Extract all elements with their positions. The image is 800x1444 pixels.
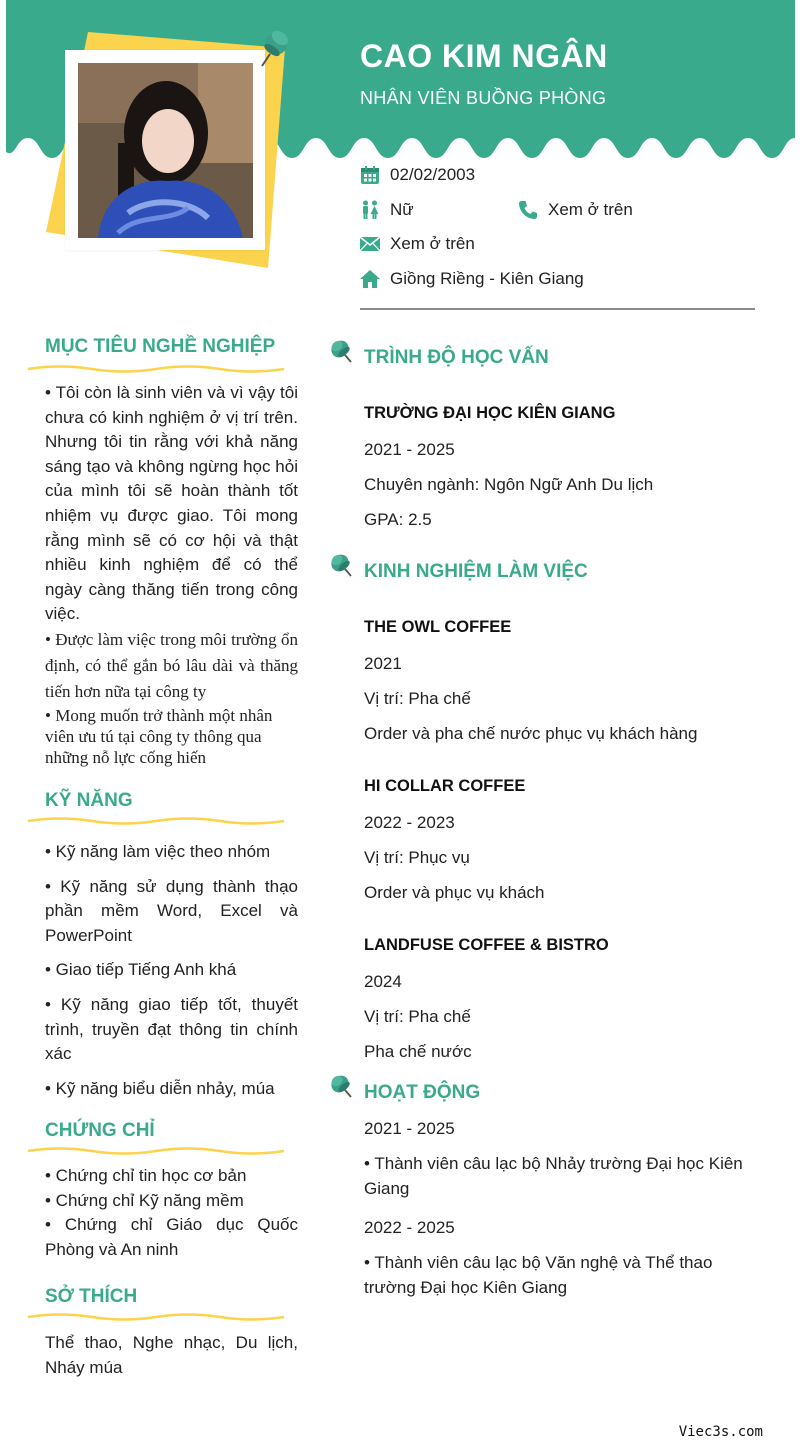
phone-value: Xem ở trên — [548, 200, 633, 219]
gender-value: Nữ — [390, 200, 414, 219]
activity-description: • Thành viên câu lạc bộ Nhảy trường Đại học Kiên Giang — [364, 1154, 743, 1198]
certificates-title: CHỨNG CHỈ — [45, 1120, 155, 1141]
pushpin-icon — [329, 1073, 357, 1101]
objective-paragraph-1: • Tôi còn là sinh viên và vì vậy tôi chưa có kinh nghiệm ở vị trí trên. Nhưng tôi tin rằng với khả năng sáng tạo và không ngừng học hỏi của mình tôi sẽ hoàn thành tốt nhiệm vụ được giao. Tôi mong rằng mình sẽ có cơ hội và thật nhiều kinh nghiệm để có thể ngày càng thăng tiến trong công việc. — [45, 383, 298, 624]
skill-item: • Kỹ năng giao tiếp tốt, thuyết trình, truyền đạt thông tin chính xác — [45, 994, 298, 1064]
skills-title: KỸ NĂNG — [45, 790, 133, 811]
activity-years: 2022 - 2025 — [364, 1218, 455, 1237]
skills-list — [45, 840, 298, 1101]
gender-row — [360, 200, 414, 220]
phone-row — [518, 200, 633, 220]
objective-title: MỤC TIÊU NGHỀ NGHIỆP — [45, 336, 276, 357]
job-position: Vị trí: Pha chế — [364, 1007, 471, 1026]
phone-icon — [518, 200, 538, 220]
address-row — [360, 269, 584, 289]
profile-photo — [78, 63, 253, 238]
objective-paragraph-3: • Mong muốn trở thành một nhân viên ưu tú tại công ty thông qua những nỗ lực cống hiến — [45, 705, 273, 767]
email-value: Xem ở trên — [390, 234, 475, 253]
job-years: 2021 — [364, 654, 402, 673]
calendar-icon — [360, 165, 380, 185]
education-gpa: GPA: 2.5 — [364, 510, 432, 529]
job-years: 2022 - 2023 — [364, 813, 455, 832]
skill-item: • Kỹ năng sử dụng thành thạo phần mềm Word, Excel và PowerPoint — [45, 876, 298, 945]
certificate-item: • Chứng chỉ tin học cơ bản — [45, 1166, 247, 1185]
certificates-underline — [28, 1146, 284, 1156]
certificates-list — [45, 1164, 298, 1262]
experience-title: KINH NGHIỆM LÀM VIỆC — [364, 561, 588, 582]
job-position: Vị trí: Phục vụ — [364, 848, 470, 867]
watermark-text: Viec3s.com — [678, 1424, 763, 1440]
pushpin-icon — [329, 338, 357, 366]
education-major: Chuyên ngành: Ngôn Ngữ Anh Du lịch — [364, 475, 654, 494]
education-years: 2021 - 2025 — [364, 440, 455, 459]
activities-title: HOẠT ĐỘNG — [364, 1082, 481, 1103]
job-company: THE OWL COFFEE — [364, 618, 512, 636]
address-value: Giồng Riềng - Kiên Giang — [390, 269, 584, 288]
candidate-name: CAO KIM NGÂN — [360, 38, 608, 74]
hobbies-title: SỞ THÍCH — [45, 1286, 138, 1307]
profile-photo-area — [0, 0, 320, 290]
education-title: TRÌNH ĐỘ HỌC VẤN — [364, 347, 549, 368]
pushpin-icon — [252, 26, 292, 72]
job-company: LANDFUSE COFFEE & BISTRO — [364, 936, 609, 954]
skills-underline — [28, 816, 284, 826]
skill-item: • Kỹ năng biểu diễn nhảy, múa — [45, 1078, 275, 1098]
job-description: Pha chế nước — [364, 1042, 472, 1061]
home-icon — [360, 269, 380, 289]
objective-paragraph-2: • Được làm việc trong môi trường ổn định, có thể gắn bó lâu dài và thăng tiến hơn nữa tại công ty — [45, 629, 298, 701]
activity-years: 2021 - 2025 — [364, 1119, 455, 1138]
candidate-role: NHÂN VIÊN BUỒNG PHÒNG — [360, 88, 607, 108]
mail-icon — [360, 234, 380, 254]
contact-divider — [360, 308, 755, 310]
certificate-item: • Chứng chỉ Giáo dục Quốc Phòng và An ninh — [45, 1215, 298, 1259]
job-company: HI COLLAR COFFEE — [364, 777, 526, 795]
job-position: Vị trí: Pha chế — [364, 689, 471, 708]
birthday-row — [360, 165, 475, 185]
job-description: Order và phục vụ khách — [364, 883, 545, 902]
objective-section — [45, 381, 298, 768]
education-school: TRƯỜNG ĐẠI HỌC KIÊN GIANG — [364, 404, 616, 422]
pushpin-icon — [329, 552, 357, 580]
certificate-item: • Chứng chỉ Kỹ năng mềm — [45, 1190, 244, 1210]
email-row — [360, 234, 475, 254]
objective-underline — [28, 364, 284, 374]
job-years: 2024 — [364, 972, 402, 991]
birthday-value: 02/02/2003 — [390, 165, 476, 184]
activity-description: • Thành viên câu lạc bộ Văn nghệ và Thể thao trường Đại học Kiên Giang — [364, 1253, 713, 1297]
skill-item: • Giao tiếp Tiếng Anh khá — [45, 960, 237, 980]
hobbies-text: Thể thao, Nghe nhạc, Du lịch, Nháy múa — [45, 1333, 298, 1377]
hobbies-underline — [28, 1312, 284, 1322]
job-description: Order và pha chế nước phục vụ khách hàng — [364, 724, 698, 743]
hobbies-section — [45, 1331, 298, 1380]
gender-icon — [360, 200, 380, 220]
skill-item: • Kỹ năng làm việc theo nhóm — [45, 842, 271, 861]
